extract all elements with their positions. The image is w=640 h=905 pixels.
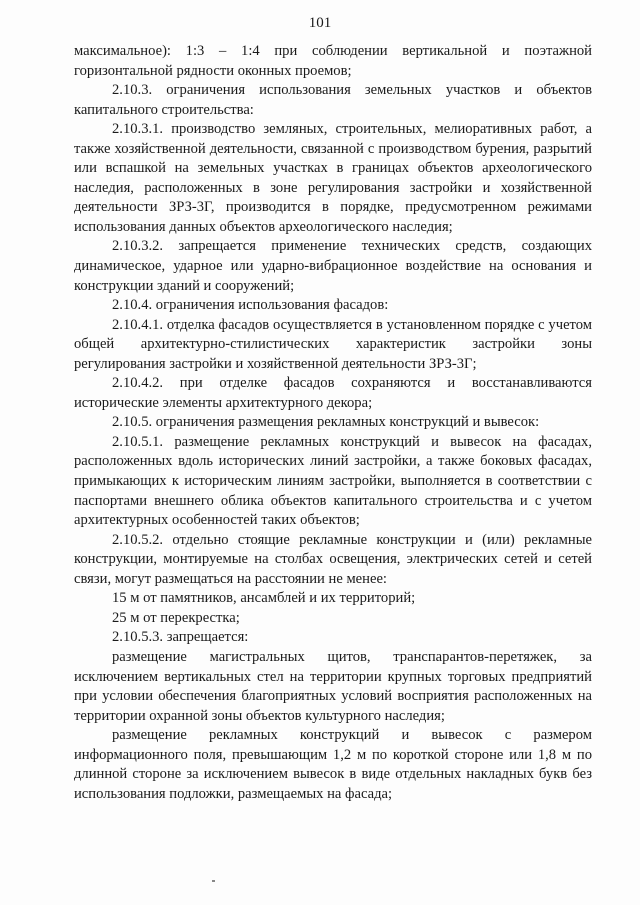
document-body (74, 42, 592, 804)
paragraph-2-10-5: 2.10.5. ограничения размещения рекламных конструкций и вывесок: (112, 414, 540, 431)
paragraph-2-10-3-1: 2.10.3.1. производство земляных, строительных, мелиоративных работ, а также хозяйственной деятельности, связанной с производством бурения, разрытий или вспашкой на земельных участках в границах объектов археологического наследия, расположенных в зоне регулирования застройки и хозяйственной деятельности ЗРЗ-3Г, производится в порядке, предусмотренном режимами использования данных объектов археологического наследия; (74, 121, 592, 235)
paragraph-2-10-5-2: 2.10.5.2. отдельно стоящие рекламные конструкции и (или) рекламные конструкции, монтируемые на столбах освещения, электрических сетей и сетей связи, могут размещаться на расстоянии не менее: (74, 531, 592, 587)
list-item-prohibition-info-field: размещение рекламных конструкций и вывесок с размером информационного поля, превышающим 1,2 м по короткой стороне или 1,8 м по длинной стороне за исключением вывесок в виде отдельных накладных букв без использования подложки, размещаемых на фасада; (74, 727, 592, 802)
scan-artifact (212, 880, 215, 882)
paragraph-2-10-5-3: 2.10.5.3. запрещается: (112, 629, 249, 646)
paragraph-2-10-4-1: 2.10.4.1. отделка фасадов осуществляется в установленном порядке с учетом общей архитектурно-стилистических характеристик застройки зоны регулирования застройки и хозяйственной деятельности ЗРЗ-3Г; (74, 316, 592, 372)
list-item-prohibition-billboards: размещение магистральных щитов, транспарантов-перетяжек, за исключением вертикальных стел на территории крупных торговых предприятий при условии обеспечения благоприятных условий восприятия расположенных на территории охранной зоны объектов культурного наследия; (74, 648, 592, 724)
paragraph-2-10-4-2: 2.10.4.2. при отделке фасадов сохраняются и восстанавливаются исторические элементы архитектурного декора; (74, 375, 592, 411)
page-number: 101 (308, 15, 332, 31)
paragraph-2-10-4: 2.10.4. ограничения использования фасадов: (112, 297, 389, 314)
paragraph-continuation: максимальное): 1:3 – 1:4 при соблюдении вертикальной и поэтажной горизонтальной рядности оконных проемов; (74, 43, 592, 79)
list-item-distance-crossroad: 25 м от перекрестка; (112, 609, 240, 626)
list-item-distance-monuments: 15 м от памятников, ансамблей и их территорий; (112, 590, 416, 607)
paragraph-2-10-3-2: 2.10.3.2. запрещается применение технических средств, создающих динамическое, ударное или ударно-вибрационное воздействие на основания и конструкции зданий и сооружений; (74, 238, 592, 294)
paragraph-2-10-5-1: 2.10.5.1. размещение рекламных конструкций и вывесок на фасадах, расположенных вдоль исторических линий застройки, а также боковых фасадах, примыкающих к историческим линиям застройки, выполняется в соответствии с паспортами внешнего облика объектов капитального строительства и с учетом архитектурных особенностей таких объектов; (74, 433, 592, 529)
paragraph-2-10-3: 2.10.3. ограничения использования земельных участков и объектов капитального строительства: (74, 82, 592, 118)
